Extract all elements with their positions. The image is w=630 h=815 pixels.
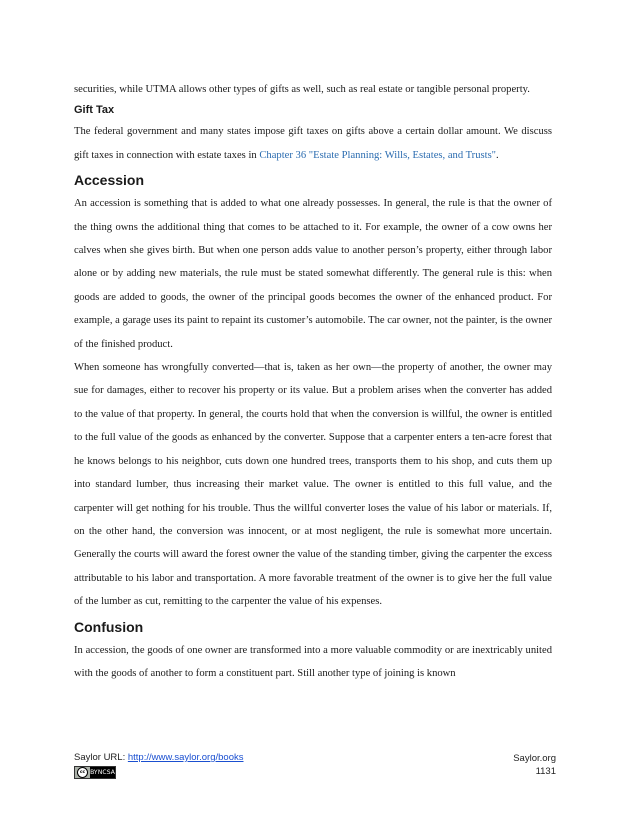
footer-url-label: Saylor URL: bbox=[74, 752, 128, 763]
creative-commons-badge[interactable] bbox=[74, 766, 116, 779]
sa-icon: SA bbox=[106, 769, 115, 776]
heading-gift-tax: Gift Tax bbox=[74, 104, 115, 117]
chapter-36-link[interactable]: Chapter 36 "Estate Planning: Wills, Estates, and Trusts" bbox=[259, 149, 497, 161]
footer-site: Saylor.org bbox=[513, 753, 556, 764]
paragraph-utma: securities, while UTMA allows other types of gifts as well, such as real estate or tangible personal property. bbox=[74, 84, 530, 95]
heading-confusion: Confusion bbox=[74, 618, 144, 635]
by-icon: BY bbox=[90, 769, 98, 776]
cc-icon: cc bbox=[77, 767, 88, 778]
paragraph-wrongful-conversion: When someone has wrongfully converted—that is, taken as her own—the property of another, the owner may sue for damages, either to recover his property or its value. But a problem arises when the converter has added to the value of that property. In general, the courts hold that when the conversion is willful, the owner is entitled to the full value of the goods as enhanced by the converter. Suppose that a carpenter enters a ten-acre forest that he knows belongs to his neighbor, cuts down one hundred trees, transports them to his shop, and cuts them up into standard lumber, thus increasing their market value. The owner is entitled to this full value, and the carpenter will get nothing for his trouble. Thus the willful converter loses the value of his labor or materials. If, on the other hand, the conversion was innocent, or at most negligent, the rule is somewhat more uncertain. Generally the courts will award the forest owner the value of the standing timber, giving the carpenter the excess attributable to his labor and transportation. A more favorable treatment of the owner is to give her the full value of the lumber as cut, remitting to the carpenter the value of his expenses. bbox=[74, 362, 552, 608]
gift-tax-period: . bbox=[496, 149, 499, 161]
footer-right bbox=[513, 752, 556, 778]
gift-tax-text: The federal government and many states impose gift taxes on gifts above a certain dollar amount. We discuss gift taxes in connection with estate taxes in bbox=[74, 126, 552, 161]
license-terms bbox=[90, 767, 115, 778]
nc-icon: NC bbox=[97, 769, 107, 776]
paragraph-accession-definition: An accession is something that is added to what one already possesses. In general, the rule is that the owner of the thing owns the additional thing that comes to be attached to it. For example, the owner of a cow owns her calves when she gives birth. But when one person adds value to another person’s property, either through labor alone or by adding new materials, the rule must be stated somewhat differently. The general rule is this: when goods are added to goods, the owner of the principal goods becomes the owner of the enhanced product. For example, a garage uses its paint to repaint its customer’s automobile. The car owner, not the painter, is the owner of the finished product. bbox=[74, 198, 552, 350]
paragraph-confusion: In accession, the goods of one owner are transformed into a more valuable commodity or are inextricably united with the goods of another to form a constituent part. Still another type of joining is known bbox=[74, 644, 552, 679]
saylor-books-link[interactable]: http://www.saylor.org/books bbox=[127, 752, 244, 763]
footer-url bbox=[74, 752, 244, 763]
page-body bbox=[74, 78, 552, 685]
paragraph-gift-tax bbox=[74, 120, 552, 167]
page-number: 1131 bbox=[535, 766, 556, 777]
heading-accession: Accession bbox=[74, 172, 145, 189]
